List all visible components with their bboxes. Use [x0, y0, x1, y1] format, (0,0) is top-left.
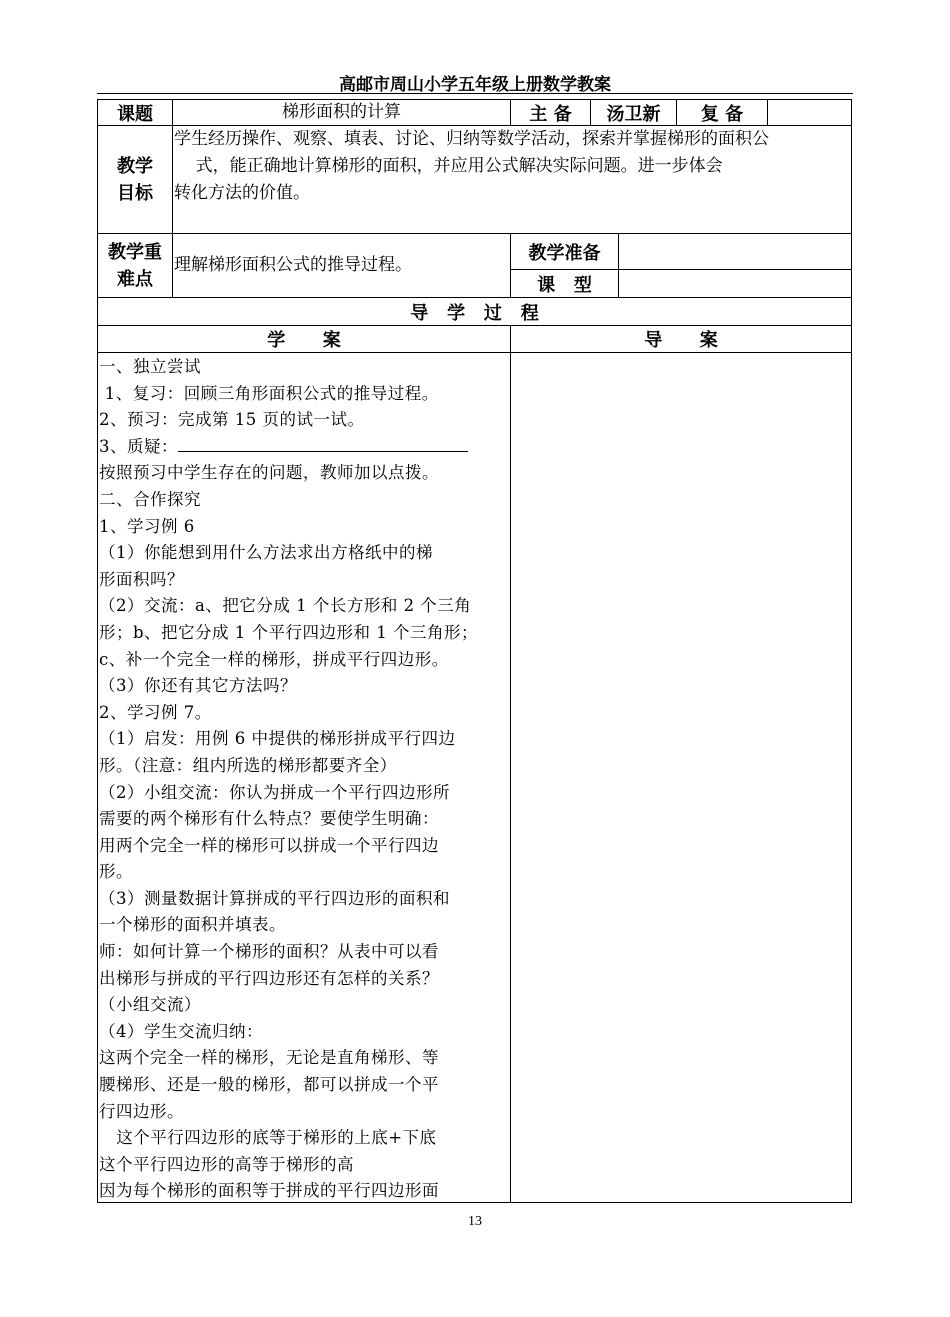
content-line: 因为每个梯形的面积等于拼成的平行四边形面 — [99, 1181, 439, 1201]
content-line: 行四边形。 — [99, 1101, 184, 1121]
student-plan-content — [99, 354, 509, 1202]
keypoints-label — [98, 234, 172, 297]
content-line: 3、质疑： — [99, 436, 178, 456]
topic-label: 课题 — [117, 103, 153, 125]
goals-line: 式，能正确地计算梯形的面积，并应用公式解决实际问题。进一步体会 — [174, 156, 723, 176]
content-line: 形。 — [99, 862, 133, 882]
fill-in-blank[interactable] — [178, 437, 468, 452]
content-line: c、补一个完全一样的梯形，拼成平行四边形。 — [99, 649, 449, 669]
prep-value — [619, 234, 851, 269]
content-line: 这两个完全一样的梯形，无论是直角梯形、等 — [99, 1048, 439, 1068]
content-line: 用两个完全一样的梯形可以拼成一个平行四边 — [99, 835, 439, 855]
process-title: 导 学 过 程 — [410, 302, 539, 324]
lesson-type-label: 课 型 — [537, 274, 592, 296]
content-line: 形面积吗？ — [99, 569, 184, 589]
goals-text — [174, 126, 850, 233]
keypoints-text: 理解梯形面积公式的推导过程。 — [174, 255, 412, 275]
lesson-type-value — [619, 270, 851, 297]
content-line: 一个梯形的面积并填表。 — [99, 915, 286, 935]
content-line: （1）你能想到用什么方法求出方格纸中的梯 — [99, 543, 433, 563]
content-line: 1、学习例 6 — [99, 516, 195, 536]
content-line: 2、预习：完成第 15 页的试一试。 — [99, 410, 365, 430]
content-line: （1）启发：用例 6 中提供的梯形拼成平行四边 — [99, 729, 456, 749]
student-plan-header: 学 案 — [267, 330, 341, 351]
teacher-guide-header: 导 案 — [644, 330, 718, 351]
review-label: 复 备 — [700, 103, 744, 125]
content-line: （4）学生交流归纳： — [99, 1021, 263, 1041]
teacher-guide-content — [511, 353, 851, 1202]
content-line: （3）测量数据计算拼成的平行四边形的面积和 — [99, 888, 450, 908]
content-line: 形。（注意：组内所选的梯形都要齐全） — [99, 755, 397, 775]
lead-teacher-value: 汤卫新 — [606, 103, 661, 125]
content-line: （2）小组交流：你认为拼成一个平行四边形所 — [99, 782, 450, 802]
content-line: 出梯形与拼成的平行四边形还有怎样的关系？ — [99, 968, 439, 988]
content-line: （2）交流：a、把它分成 1 个长方形和 2 个三角 — [99, 596, 472, 616]
review-value — [768, 100, 851, 125]
goals-line: 学生经历操作、观察、填表、讨论、归纳等数学活动，探索并掌握梯形的面积公 — [174, 129, 769, 149]
content-line: 形；b、把它分成 1 个平行四边形和 1 个三角形； — [99, 622, 479, 642]
content-line: 按照预习中学生存在的问题，教师加以点拨。 — [99, 463, 439, 483]
keypoints-label-line1: 教学重 — [108, 241, 162, 263]
content-line: 需要的两个梯形有什么特点？要使学生明确： — [99, 809, 439, 829]
content-line: （3）你还有其它方法吗？ — [99, 676, 297, 696]
goals-line: 转化方法的价值。 — [174, 183, 310, 203]
content-line: 师：如何计算一个梯形的面积？从表中可以看 — [99, 942, 439, 962]
goals-label — [98, 126, 172, 233]
lead-teacher-label: 主 备 — [529, 103, 572, 125]
content-line: 一、独立尝试 — [99, 357, 201, 376]
keypoints-label-line2: 难点 — [117, 268, 153, 290]
header-rule — [97, 93, 853, 94]
content-line: （小组交流） — [99, 995, 201, 1015]
content-line: 腰梯形、还是一般的梯形，都可以拼成一个平 — [99, 1075, 439, 1095]
goals-label-line2: 目标 — [117, 182, 153, 204]
content-line: 这个平行四边形的底等于梯形的上底+下底 — [99, 1128, 437, 1148]
content-line: 这个平行四边形的高等于梯形的高 — [99, 1154, 354, 1174]
page-number: 13 — [468, 1214, 482, 1229]
document-header: 高邮市周山小学五年级上册数学教案 — [339, 75, 611, 95]
content-line-question — [99, 434, 509, 461]
prep-label: 教学准备 — [528, 242, 601, 264]
content-line: 1、复习：回顾三角形面积公式的推导过程。 — [99, 383, 439, 403]
content-line: 二、合作探究 — [99, 489, 201, 509]
goals-label-line1: 教学 — [117, 155, 153, 177]
topic-value: 梯形面积的计算 — [282, 102, 401, 122]
content-line: 2、学习例 7。 — [99, 702, 212, 722]
